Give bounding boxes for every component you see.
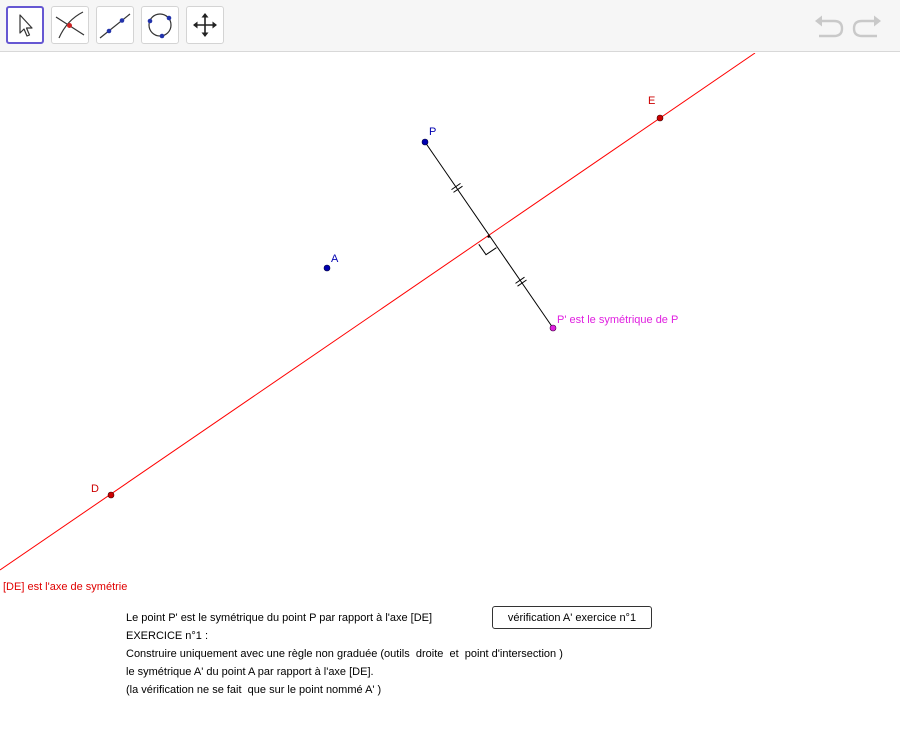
- verification-button[interactable]: vérification A' exercice n°1: [492, 606, 652, 629]
- segment-p-pprime[interactable]: [425, 142, 553, 328]
- midpoint-dot: [487, 235, 490, 238]
- point-d[interactable]: [108, 492, 114, 498]
- undo-icon: [812, 12, 846, 40]
- circle-through-points-icon: [143, 8, 177, 42]
- instruction-line-3: Construire uniquement avec une règle non graduée (outils droite et point d'intersection ): [126, 648, 563, 660]
- instruction-line-5: (la vérification ne se fait que sur le point nommé A' ): [126, 684, 382, 696]
- intersection-icon: [53, 8, 87, 42]
- point-p-prime[interactable]: [550, 325, 556, 331]
- move-graphics-view-icon: [190, 10, 220, 40]
- cursor-arrow-icon: [10, 10, 40, 40]
- right-angle-mark: [479, 244, 497, 254]
- point-a-label: A: [331, 253, 339, 265]
- move-view-tool-button[interactable]: [186, 6, 224, 44]
- instruction-line-2: EXERCICE n°1 :: [126, 630, 209, 642]
- point-a[interactable]: [324, 265, 330, 271]
- point-p-prime-caption: P' est le symétrique de P: [557, 314, 679, 326]
- line-through-points-icon: [98, 8, 132, 42]
- redo-icon: [850, 12, 884, 40]
- axis-line-de[interactable]: [0, 53, 755, 570]
- move-tool-button[interactable]: [6, 6, 44, 44]
- undo-button[interactable]: [812, 12, 846, 40]
- point-e[interactable]: [657, 115, 663, 121]
- point-p-label: P: [429, 126, 437, 138]
- toolbar: [0, 0, 900, 52]
- point-e-label: E: [648, 95, 656, 107]
- point-d-label: D: [91, 483, 99, 495]
- instruction-line-1: Le point P' est le symétrique du point P par rapport à l'axe [DE]: [126, 612, 433, 624]
- redo-button[interactable]: [850, 12, 884, 40]
- point-p[interactable]: [422, 139, 428, 145]
- axis-caption: [DE] est l'axe de symétrie: [3, 581, 128, 593]
- intersect-tool-button[interactable]: [51, 6, 89, 44]
- line-tool-button[interactable]: [96, 6, 134, 44]
- circle-tool-button[interactable]: [141, 6, 179, 44]
- instruction-line-4: le symétrique A' du point A par rapport à l'axe [DE].: [126, 666, 374, 678]
